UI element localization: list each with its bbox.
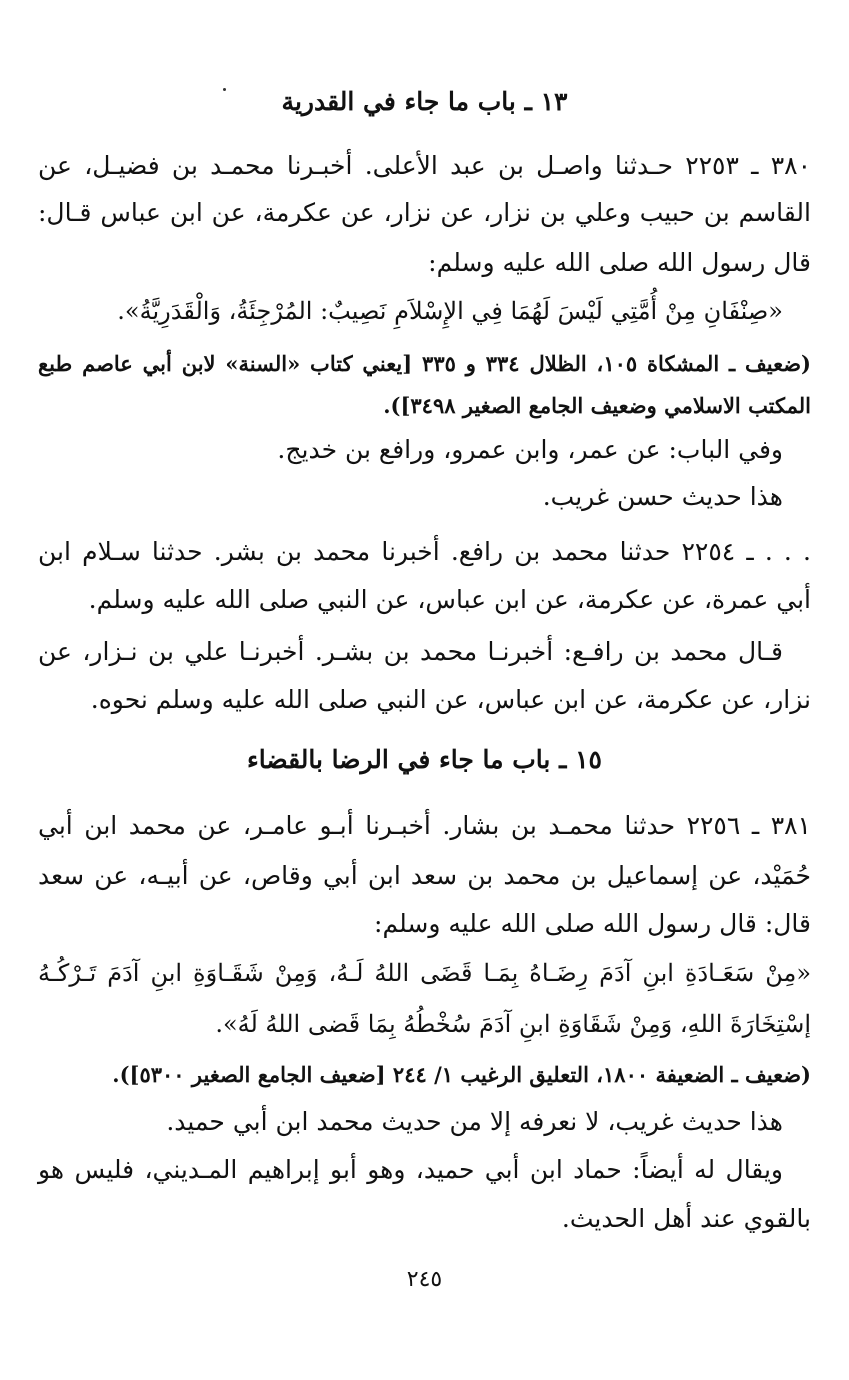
hadith-381-narrator-note-line-1: ويقال له أيضاً: حماد ابن أبي حميد، وهو أبو إبراهيم المـديني، فليس هو xyxy=(38,1155,783,1184)
hadith-381-line-2: حُمَيْد، عن إسماعيل بن محمد بن سعد ابن أبي وقاص، عن أبيـه، عن سعد xyxy=(38,861,811,890)
hadith-381-line-3: قال: قال رسول الله صلى الله عليه وسلم: xyxy=(374,909,811,938)
hadith-2254-line-1: . . . ـ ٢٢٥٤ حدثنا محمد بن رافع. أخبرنا محمد بن بشر. حدثنا سـلام ابن xyxy=(38,537,811,566)
hadith-380-grading-line-1: (ضعيف ـ المشكاة ١٠٥، الظلال ٣٣٤ و ٣٣٥ [يعني كتاب «السنة» لابن أبي عاصم طبع xyxy=(38,351,811,376)
hadith-380-chapter-note: وفي الباب: عن عمر، وابن عمرو، ورافع بن خديج. xyxy=(277,435,783,464)
hadith-381-line-1: ٣٨١ ـ ٢٢٥٦ حدثنا محمـد بن بشار. أخبـرنا أبـو عامـر، عن محمد ابن أبي xyxy=(38,811,811,840)
hadith-381-grading: (ضعيف ـ الضعيفة ١٨٠٠، التعليق الرغيب ١/ ٢٤٤ [ضعيف الجامع الصغير ٥٣٠٠]). xyxy=(112,1062,811,1087)
hadith-380-grading-line-2: المكتب الاسلامي وضعيف الجامع الصغير ٣٤٩٨]). xyxy=(383,393,811,418)
hadith-381-tirmidhi-comment: هذا حديث غريب، لا نعرفه إلا من حديث محمد ابن أبي حميد. xyxy=(166,1107,783,1136)
hadith-381-narrator-note-line-2: بالقوي عند أهل الحديث. xyxy=(561,1204,811,1233)
hadith-380-tirmidhi-comment: هذا حديث حسن غريب. xyxy=(542,482,783,511)
hadith-381-matn-line-1: «مِنْ سَعَـادَةِ ابنِ آدَمَ رِضَـاهُ بِمَـا قَضَى اللهُ لَـهُ، وَمِنْ شَقَـاوَةِ ابنِ آدَمَ تَـرْكُـهُ xyxy=(38,959,812,987)
hadith-2254-line-2: أبي عمرة، عن عكرمة، عن ابن عباس، عن النبي صلى الله عليه وسلم. xyxy=(88,585,811,614)
book-page xyxy=(38,0,811,1380)
hadith-380-matn: «صِنْفَانِ مِنْ أُمَّتِي لَيْسَ لَهُمَا فِي الإِسْلاَمِ نَصِيبٌ: المُرْجِئَةُ، وَالْقَدَرِيَّةُ». xyxy=(117,297,783,325)
hadith-380-line-2: القاسم بن حبيب وعلي بن نزار، عن نزار، عن عكرمة، عن ابن عباس قـال: xyxy=(38,198,811,227)
hadith-2254-line-4: نزار، عن عكرمة، عن ابن عباس، عن النبي صلى الله عليه وسلم نحوه. xyxy=(90,685,811,714)
section-heading-15: ١٥ ـ باب ما جاء في الرضا بالقضاء xyxy=(247,745,602,774)
hadith-380-line-3: قال رسول الله صلى الله عليه وسلم: xyxy=(428,248,811,277)
hadith-2254-line-3: قـال محمد بن رافـع: أخبرنـا محمد بن بشـر. أخبرنـا علي بن نـزار، عن xyxy=(38,637,783,666)
page-number: ٢٤٥ xyxy=(406,1267,443,1292)
hadith-381-matn-line-2: إسْتِخَارَةَ اللهِ، وَمِنْ شَقَاوَةِ ابنِ آدَمَ سُخْطُهُ بِمَا قَضى اللهُ لَهُ». xyxy=(215,1010,811,1038)
hadith-380-line-1: ٣٨٠ ـ ٢٢٥٣ حـدثنا واصـل بن عبد الأعلى. أخبـرنا محمـد بن فضيـل، عن xyxy=(38,151,812,180)
section-heading-13: ١٣ ـ باب ما جاء في القدرية xyxy=(281,87,568,116)
